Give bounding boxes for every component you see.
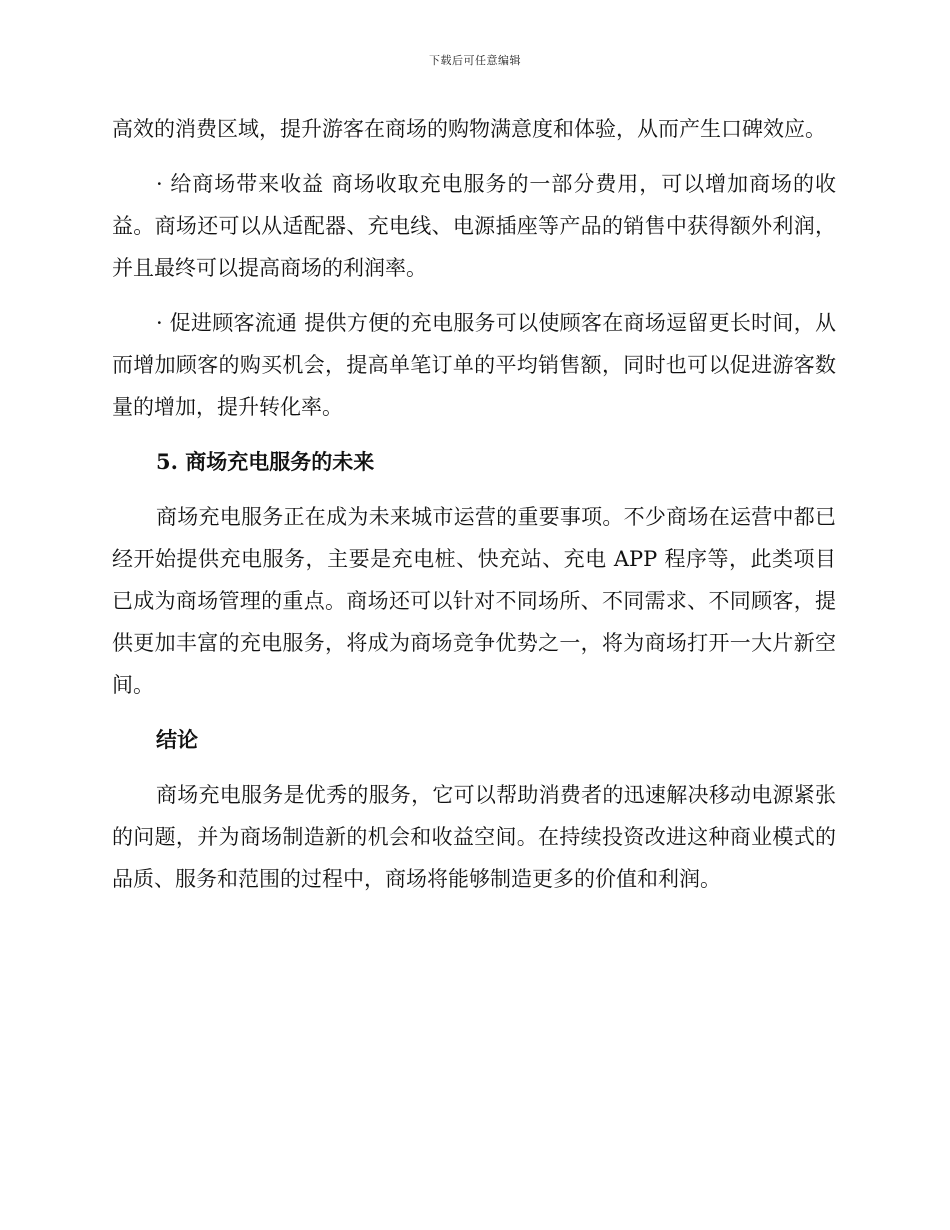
bullet-paragraph-traffic: · 促进顾客流通 提供方便的充电服务可以使顾客在商场逗留更长时间，从而增加顾客的购买机会，提高单笔订单的平均销售额，同时也可以促进游客数量的增加，提升转化率。 [112,311,836,419]
section-heading-future: 5. 商场充电服务的未来 [156,449,375,474]
paragraph-gap [112,289,836,302]
paragraph-gap [112,150,836,163]
paragraph-gap [112,428,836,441]
section-heading-conclusion: 结论 [156,727,198,752]
page-header: 下载后可任意编辑 [429,54,521,67]
document-body [112,108,836,900]
paragraph-gap [112,706,836,719]
paragraph-continuation: 高效的消费区域，提升游客在商场的购物满意度和体验，从而产生口碑效应。 [112,117,826,141]
bullet-paragraph-revenue: · 给商场带来收益 商场收取充电服务的一部分费用，可以增加商场的收益。商场还可以从适配器、充电线、电源插座等产品的销售中获得额外利润，并且最终可以提高商场的利润率。 [112,172,836,280]
paragraph-gap [112,483,836,496]
paragraph-future: 商场充电服务正在成为未来城市运营的重要事项。不少商场在运营中都已经开始提供充电服务，主要是充电桩、快充站、充电 APP 程序等，此类项目已成为商场管理的重点。商场还可以针对不同场所、不同需求、不同顾客，提供更加丰富的充电服务，将成为商场竞争优势之一，将为商场打开一大片新空间。 [112,505,836,697]
paragraph-conclusion: 商场充电服务是优秀的服务，它可以帮助消费者的迅速解决移动电源紧张的问题，并为商场制造新的机会和收益空间。在持续投资改进这种商业模式的品质、服务和范围的过程中，商场将能够制造更多的价值和利润。 [112,783,836,891]
paragraph-gap [112,761,836,774]
